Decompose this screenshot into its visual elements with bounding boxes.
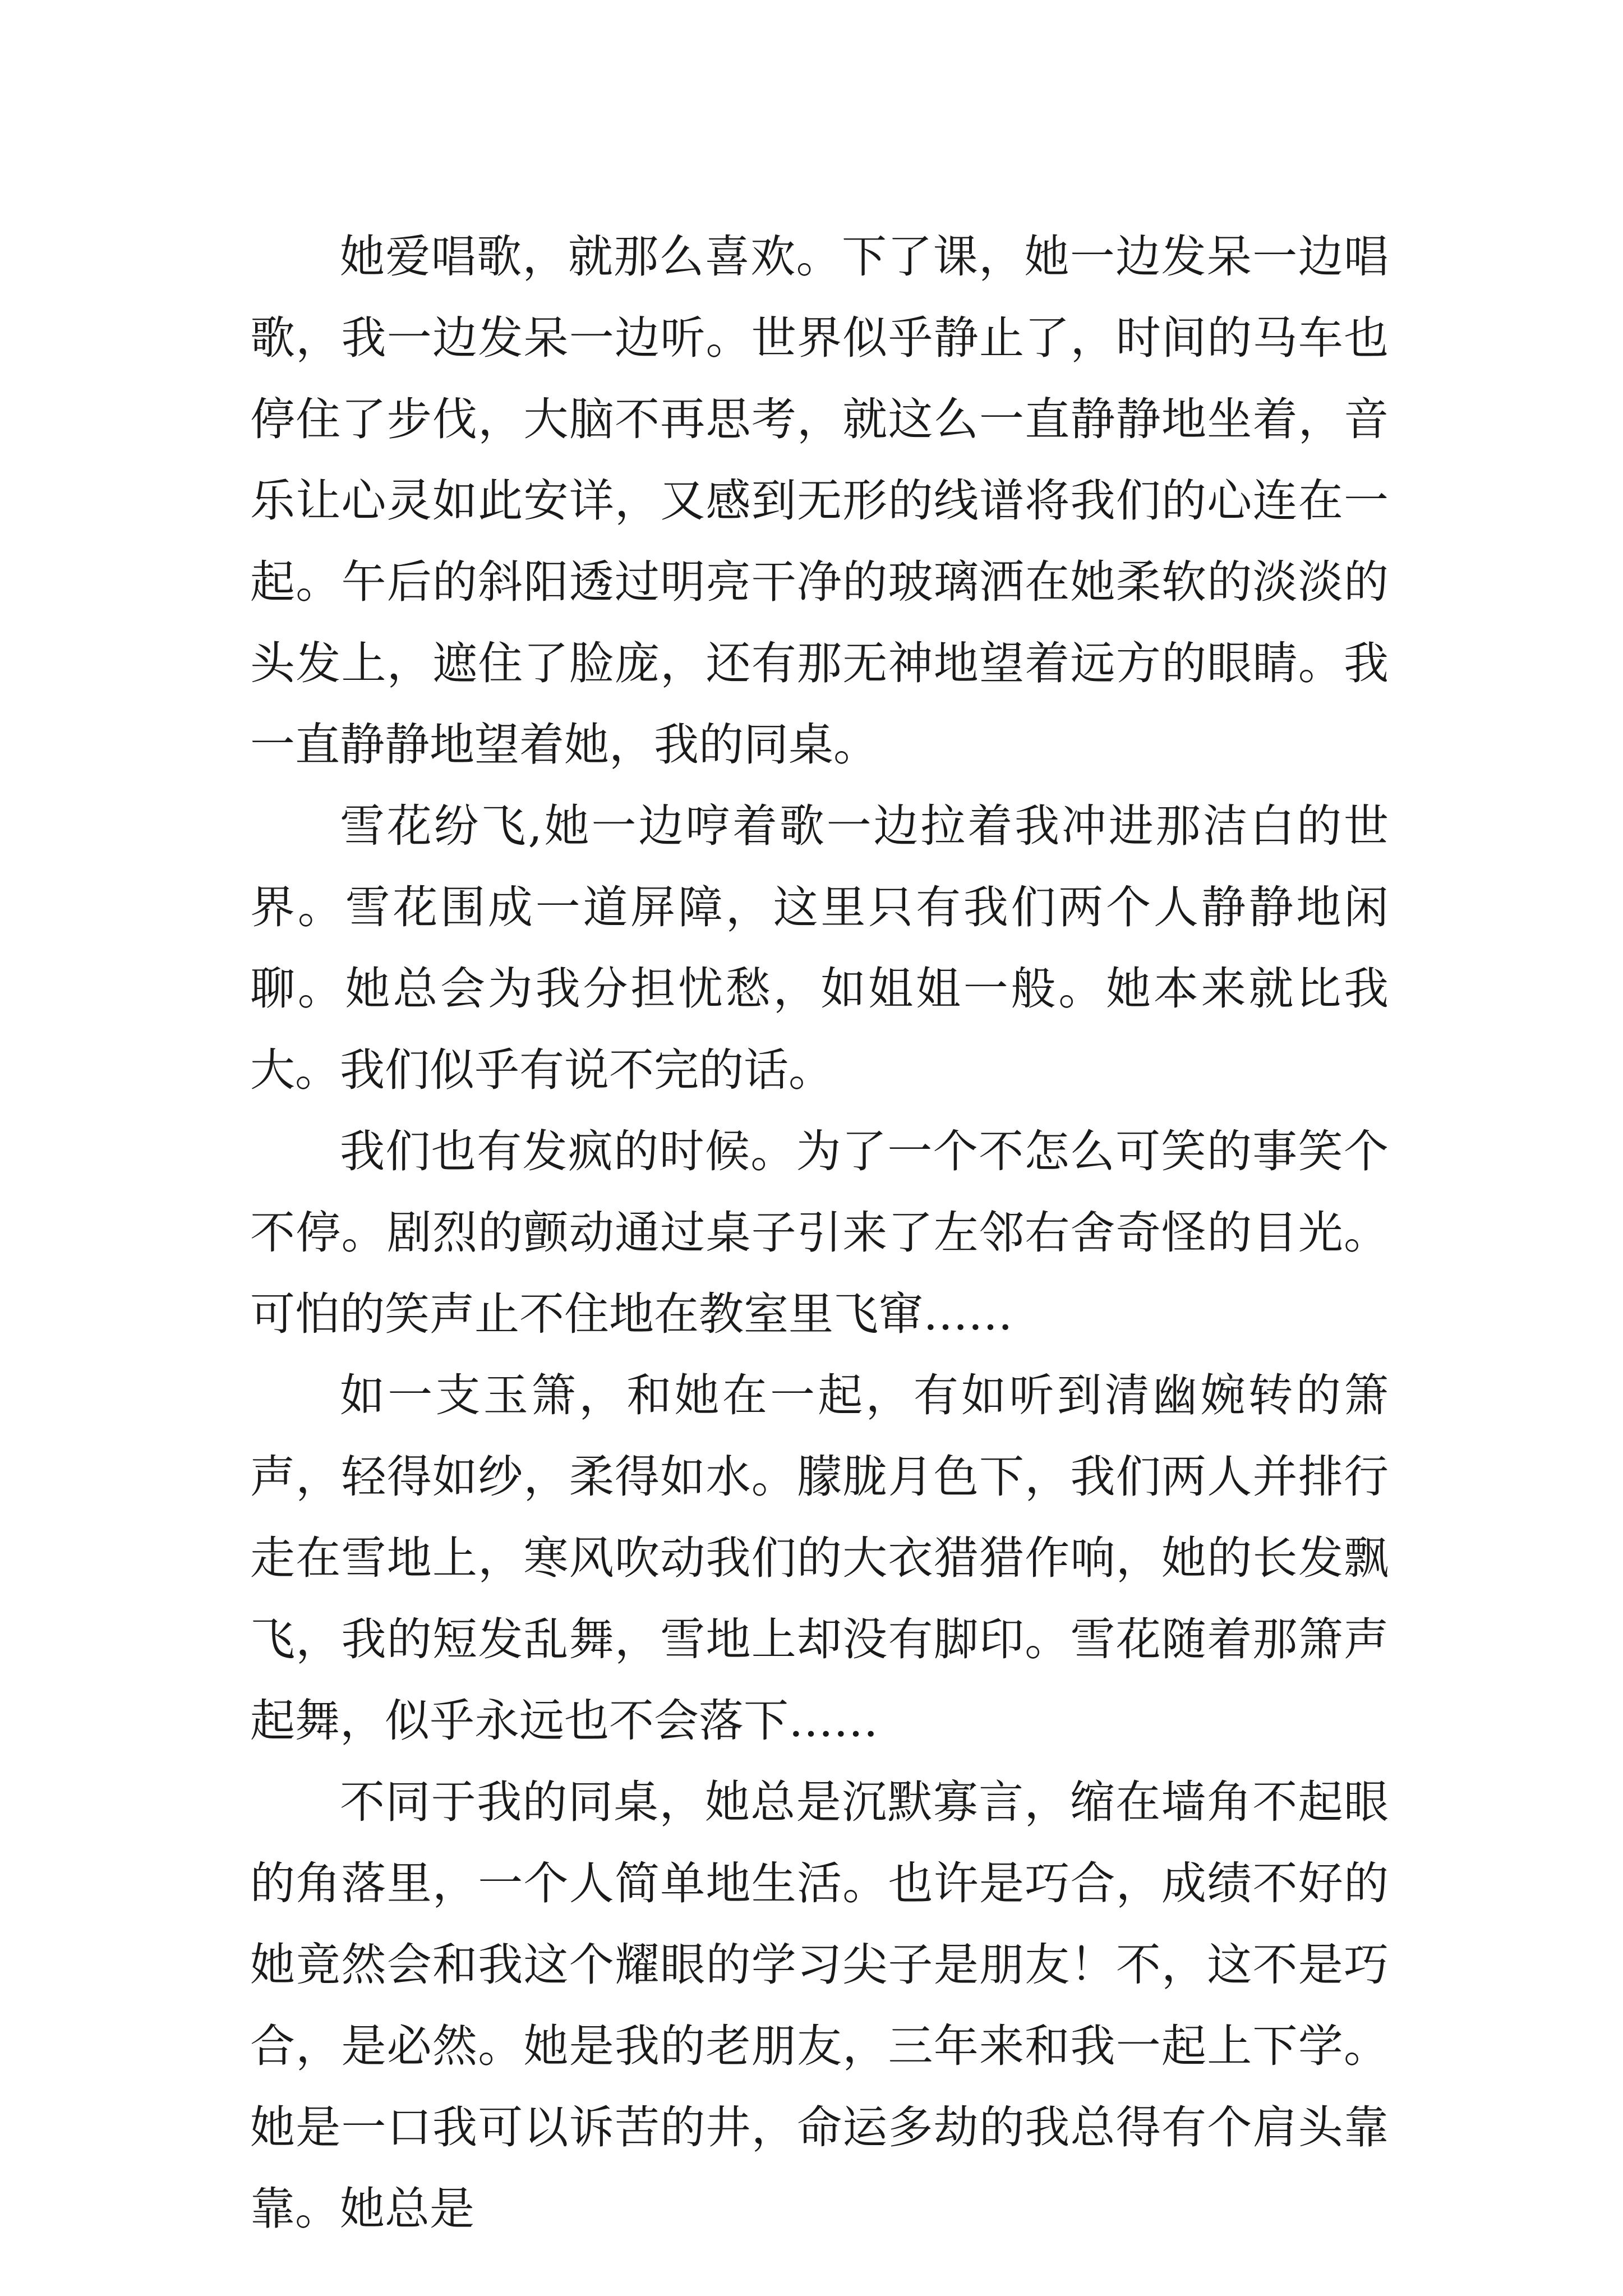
paragraph-singing-deskmate: 她爱唱歌，就那么喜欢。下了课，她一边发呆一边唱歌，我一边发呆一边听。世界似乎静止了，时间的马车也停住了步伐，大脑不再思考，就这么一直静静地坐着，音乐让心灵如此安详，又感到无形的线谱将我们的心连在一起。午后的斜阳透过明亮干净的玻璃洒在她柔软的淡淡的头发上，遮住了脸庞，还有那无神地望着远方的眼睛。我一直静静地望着她，我的同桌。: [250, 231, 1389, 771]
paragraph-jade-flute: 如一支玉箫，和她在一起，有如听到清幽婉转的箫声，轻得如纱，柔得如水。朦胧月色下，我们两人并排行走在雪地上，寒风吹动我们的大衣猎猎作响，她的长发飘飞，我的短发乱舞，雪地上却没有脚印。雪花随着那箫声起舞，似乎永远也不会落下……: [250, 1369, 1389, 1747]
document-body: [250, 216, 1389, 2249]
paragraph-laughter: 我们也有发疯的时候。为了一个不怎么可笑的事笑个不停。剧烈的颤动通过桌子引来了左邻右舍奇怪的目光。可怕的笑声止不住地在教室里飞窜……: [250, 1125, 1389, 1340]
paragraph-old-friend: 不同于我的同桌，她总是沉默寡言，缩在墙角不起眼的角落里，一个人简单地生活。也许是巧合，成绩不好的她竟然会和我这个耀眼的学习尖子是朋友！不，这不是巧合，是必然。她是我的老朋友，三年来和我一起上下学。她是一口我可以诉苦的井，命运多劫的我总得有个肩头靠靠。她总是: [250, 1776, 1389, 2235]
paragraph-snowfall: 雪花纷飞,她一边哼着歌一边拉着我冲进那洁白的世界。雪花围成一道屏障，这里只有我们两个人静静地闲聊。她总会为我分担忧愁，如姐姐一般。她本来就比我大。我们似乎有说不完的话。: [250, 800, 1389, 1096]
